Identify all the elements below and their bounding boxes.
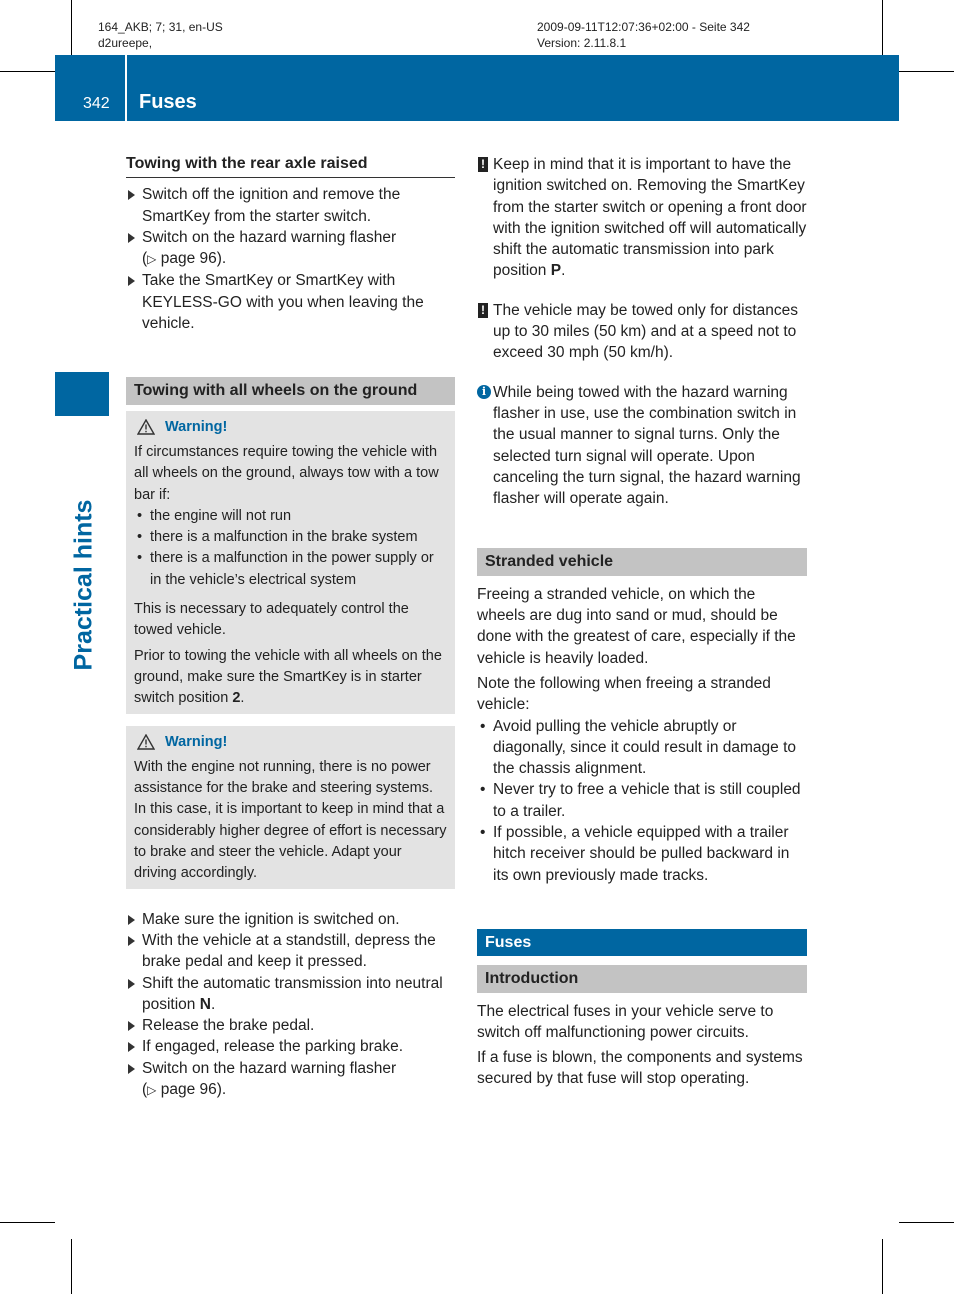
step-text: Switch on the hazard warning flasher [142,228,397,246]
warning-triangle-icon [137,419,155,435]
warning-title [137,417,447,438]
warning-triangle-icon [137,734,155,750]
key-position: 2 [232,690,241,707]
meta-line: 164_AKB; 7; 31, en-US [98,20,223,34]
paragraph: Freeing a stranded vehicle, on which the wheels are dug into sand or mud, should be done with the greatest of care, especially if the vehicle is heavily loaded. [477,585,796,667]
warning-box [126,411,455,714]
warning-box [126,726,455,889]
step-item [126,973,455,1016]
step-text: Shift the automatic transmission into neutral position [142,974,443,1013]
paragraph: Note the following when freeing a stranded vehicle: [477,674,771,714]
crop-mark [899,71,954,72]
page-number: 342 [83,95,110,112]
punct: . [210,995,216,1013]
ref-paren: ( [142,250,148,268]
punct: . [240,690,245,707]
warning-paragraph: With the engine not running, there is no power assistance for the brake and steering systems. In this case, it is important to keep in mind that a considerably higher degree of effort is necessary to brake and steer the vehicle. Adapt your driving accordingly. [134,758,447,882]
right-column [477,154,807,1090]
section-title: Fuses [139,91,197,113]
page-ref-arrow-icon: ▷ [147,1082,157,1097]
note-text: While being towed with the hazard warning flasher in use, use the combination switch in the usual manner to signal turns. Only the selected turn signal will operate. Upon canceling the turn signal, the hazard warning flasher will operate again. [493,383,801,508]
exclamation-icon: ! [478,157,488,172]
crop-mark [71,0,72,55]
side-tab-marker [55,372,109,416]
step-item: Release the brake pedal. [126,1015,455,1036]
step-text: Switch on the hazard warning flasher [142,1059,397,1077]
step-item: Take the SmartKey or SmartKey with KEYLESS-GO with you when leaving the vehicle. [126,270,455,334]
caution-note [477,300,807,364]
meta-line: Version: 2.11.8.1 [537,36,627,50]
page-ref[interactable]: page 96). [160,1080,227,1098]
ref-paren: ( [142,1080,148,1098]
print-meta-right [537,19,750,51]
warning-title-text: Warning! [165,733,228,750]
crop-mark [0,71,55,72]
step-item: Switch off the ignition and remove the SmartKey from the starter switch. [126,184,455,227]
print-meta-left [98,19,223,51]
exclamation-icon: ! [478,303,488,318]
paragraph: The electrical fuses in your vehicle serve to switch off malfunctioning power circuits. [477,1002,774,1041]
note-text: Keep in mind that it is important to have the ignition switched on. Removing the SmartKey from the starter switch or opening a front door with the ignition switched off will automatically shift the automatic transmission into park position [493,156,807,280]
warning-bullet: • there is a malfunction in the brake system [134,527,447,548]
step-item [126,227,455,271]
meta-line: d2ureepe, [98,36,153,50]
heading-stranded: Stranded vehicle [477,548,807,575]
warning-paragraph: This is necessary to adequately control the towed vehicle. [134,601,409,639]
page-ref[interactable]: page 96). [160,250,227,268]
list-item: • If possible, a vehicle equipped with a trailer hitch receiver should be pulled backward in its own previously made tracks. [477,822,807,886]
crop-mark [71,1239,72,1294]
warning-bullet: • there is a malfunction in the power supply or in the vehicle’s electrical system [134,548,447,591]
step-item [126,1058,455,1102]
meta-line: 2009-09-11T12:07:36+02:00 - Seite 342 [537,20,750,34]
caution-note [477,154,807,282]
gear-position: P [550,262,562,280]
step-item: Make sure the ignition is switched on. [126,909,455,930]
warning-title [137,732,447,753]
crop-mark [882,1239,883,1294]
header-divider [125,55,127,121]
list-item: • Never try to free a vehicle that is still coupled to a trailer. [477,779,807,822]
warning-text: Prior to towing the vehicle with all wheels on the ground, make sure the SmartKey is in starter switch position [134,647,442,707]
heading-introduction: Introduction [477,965,807,992]
warning-intro: If circumstances require towing the vehicle with all wheels on the ground, always tow with a tow bar if: [134,443,439,503]
crop-mark [899,1222,954,1223]
left-column [126,153,455,1101]
list-item: • Avoid pulling the vehicle abruptly or diagonally, since it could result in damage to the chassis alignment. [477,716,807,780]
gear-position: N [199,995,211,1013]
page-header [55,55,899,121]
paragraph: If a fuse is blown, the components and systems secured by that fuse will stop operating. [477,1049,803,1088]
warning-paragraph [134,646,447,710]
info-icon: i [477,385,491,399]
note-text: The vehicle may be towed only for distances up to 30 miles (50 km) and at a speed not to exceed 30 mph (50 km/h). [493,301,798,362]
info-note [477,382,807,510]
crop-mark [0,1222,55,1223]
warning-bullet: • the engine will not run [134,506,447,527]
punct: . [561,262,566,280]
side-tab-label: Practical hints [69,499,98,671]
warning-title-text: Warning! [165,418,228,435]
crop-mark [882,0,883,55]
step-item: If engaged, release the parking brake. [126,1036,455,1057]
heading-fuses: Fuses [477,929,807,956]
step-item: With the vehicle at a standstill, depress the brake pedal and keep it pressed. [126,930,455,973]
heading-all-wheels: Towing with all wheels on the ground [126,377,455,404]
page-ref-arrow-icon: ▷ [147,252,157,267]
heading-rear-axle: Towing with the rear axle raised [126,153,455,178]
